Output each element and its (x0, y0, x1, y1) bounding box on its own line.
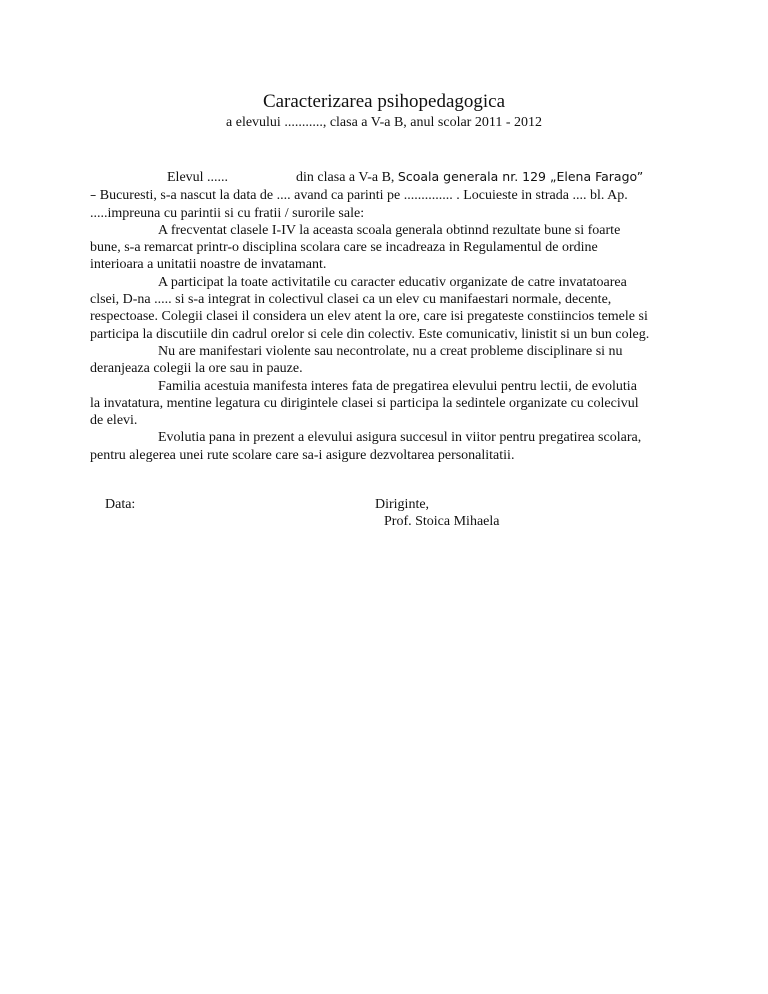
intro-paragraph (90, 168, 650, 222)
intro-class-text: din clasa a V-a B, (296, 170, 395, 185)
paragraph-1: A frecventat clasele I-IV la aceasta scoala generala obtinnd rezultate bune si foarte bune, s-a remarcat printr-o disciplina scolara care se incadreaza in Regulamentul de ordine interioara a unitatii noastre de invatamant. (90, 222, 621, 273)
signature-block (375, 496, 499, 530)
signature-role: Diriginte, (375, 497, 430, 512)
signature-name: Prof. Stoica Mihaela (384, 514, 500, 529)
paragraph-5: Evolutia pana in prezent a elevului asigura succesul in viitor pentru pregatirea scolara, pentru alegerea unei rute scolare care sa-i asigure dezvoltarea personalitatii. (90, 430, 642, 463)
date-label: Data: (105, 497, 136, 512)
document-body (90, 168, 650, 464)
intro-lead: Elevul ...... (167, 170, 229, 185)
paragraph-2: A participat la toate activitatile cu caracter educativ organizate de catre invatatoarea clsei, D-na ..... si s-a integrat in colectivul clasei ca un elev cu manifaestari normale, decente, respectoase. Colegii clasei il considera un elev atent la ore, care isi pregateste constiincios temele si participa la discutiile din cadrul orelor si cele din colectiv. Este comunicativ, linistit si un bun coleg. (90, 274, 650, 342)
paragraph-4: Familia acestuia manifesta interes fata de pregatirea elevului pentru lectii, de evolutia la invatatura, mentine legatura cu dirigintele clasei si participa la sedintele organizate cu colecivul de elevi. (90, 378, 639, 429)
document-title: Caracterizarea psihopedagogica (262, 91, 506, 112)
intro-school-text: Scoala generala nr. 129 „Elena Farago” – (90, 169, 644, 203)
intro-rest: Bucuresti, s-a nascut la data de .... avand ca parinti pe .............. . Locuieste in strada .... bl. Ap. .....impreuna cu parintii si cu fratii / surorile sale: (90, 188, 628, 221)
paragraph-3: Nu are manifestari violente sau necontrolate, nu a creat probleme disciplinare si nu deranjeaza colegii la ore sau in pauze. (90, 343, 623, 377)
document-subtitle: a elevului ..........., clasa a V-a B, anul scolar 2011 - 2012 (226, 115, 542, 130)
